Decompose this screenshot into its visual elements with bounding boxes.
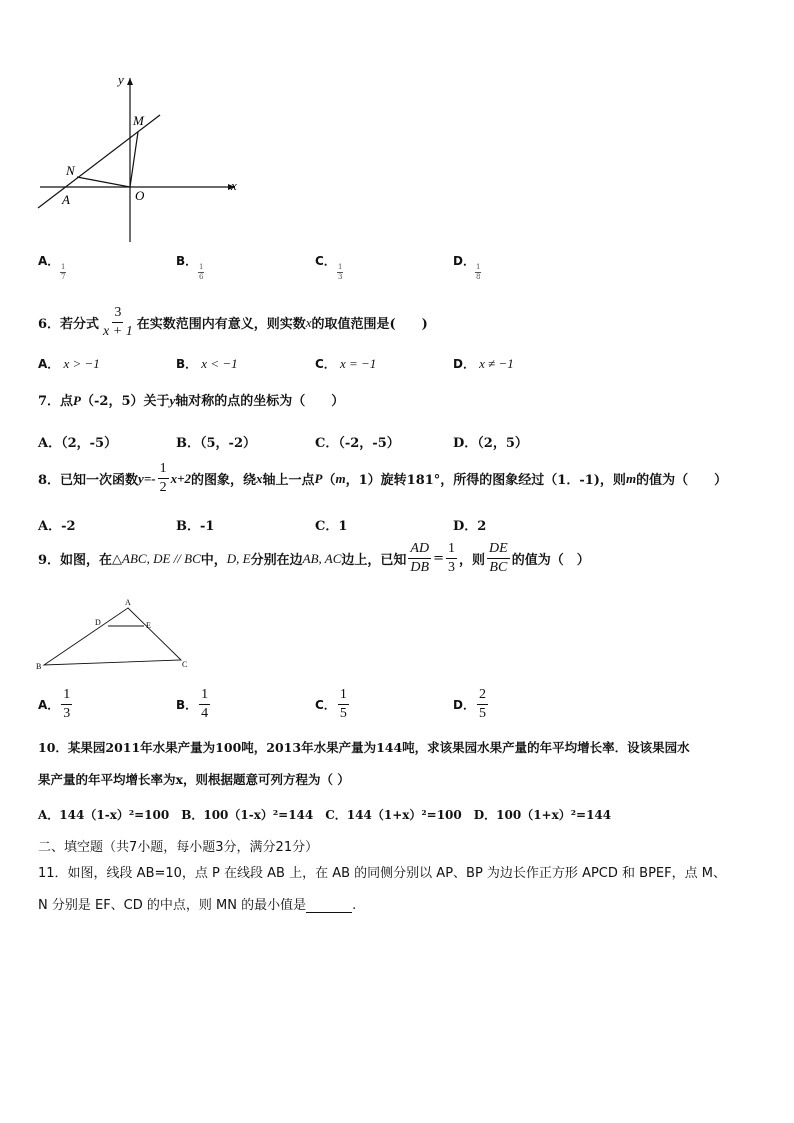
question-8: 8．已知一次函数 y=- $\frac{1}{2}$ x+2 的图象，绕 x 轴上一点 P （ m ，1）旋转181°，所得的图象经过（1．-1)，则 m 的值为（ ） — [38, 461, 728, 495]
option-label: D． — [453, 254, 475, 268]
question-6: 6．若分式 $\frac{3}{x + 1}$ 在实数范围内有意义，则实数 x 的取值范围是( ) — [38, 305, 428, 339]
section-heading: 二、填空题（共7小题，每小题3分，满分21分） — [38, 840, 319, 855]
q5-option-d-fraction: $\frac{1}{8}$ — [476, 263, 481, 281]
label-x: x — [231, 178, 237, 193]
q6-option-c[interactable]: C． x = −1 — [315, 356, 377, 371]
label-O: O — [135, 188, 145, 203]
q9-option-d[interactable]: D． $\frac{2}{5}$ — [453, 687, 486, 721]
q5-option-b[interactable] — [176, 252, 197, 269]
q8-option-d[interactable]: D．2 — [453, 519, 487, 534]
q6-fraction: $\frac{3}{x + 1}$ — [103, 305, 133, 339]
question-11-line-1: 11．如图，线段 AB=10，点 P 在线段 AB 上，在 AB 的同侧分别以 AP、BP 为边长作正方形 APCD 和 BPEF，点 M、 — [38, 866, 726, 881]
q6-option-b[interactable]: B． x < −1 — [176, 356, 238, 371]
q8-fraction: $\frac{1}{2}$ — [159, 461, 167, 495]
label-y: y — [118, 72, 124, 87]
label-A: A — [125, 598, 131, 607]
q9-option-a[interactable]: A． $\frac{1}{3}$ — [38, 687, 71, 721]
label-C: C — [182, 660, 188, 669]
question-11-line-2: N 分别是 EF、CD 的中点，则 MN 的最小值是 . — [38, 898, 357, 913]
option-label: A． — [38, 254, 60, 268]
label-D: D — [95, 618, 101, 627]
label-E: E — [146, 621, 151, 630]
q8-option-a[interactable]: A．-2 — [38, 519, 76, 534]
segment-NO — [77, 177, 130, 187]
q5-option-a[interactable] — [38, 252, 59, 269]
question-10-line-1: 10．某果园2011年水果产量为100吨，2013年水果产量为144吨，求该果园水果产量的年平均增长率．设该果园水 — [38, 740, 690, 755]
q9-option-c[interactable]: C． $\frac{1}{5}$ — [315, 687, 347, 721]
segment-MO — [130, 132, 138, 187]
label-N: N — [66, 163, 75, 178]
q8-option-b[interactable]: B．-1 — [176, 519, 215, 534]
question-9: 9．如图，在 △ABC, DE // BC 中， D, E 分别在边 AB, AC 边上，已知 $\frac{AD}{DB}$ = $\frac{1}{3}$ ，则 $\frac{DE}{BC}$ 的值为（ ） — [38, 541, 590, 575]
q7-option-d[interactable]: D．（2，5） — [453, 436, 528, 451]
triangle-figure — [32, 594, 197, 674]
question-10-line-2: 果产量的年平均增长率为x，则根据题意可列方程为（ ） — [38, 772, 350, 787]
coordinate-figure — [30, 70, 245, 245]
q7-option-c[interactable]: C．（-2，-5） — [315, 436, 400, 451]
q10-options[interactable]: A．144（1-x）²=100 B．100（1-x）²=144 C．144（1+x）²=100 D．100（1+x）²=144 — [38, 808, 612, 822]
label-B: B — [36, 662, 42, 671]
answer-blank[interactable] — [306, 900, 352, 913]
option-label: C． — [315, 254, 336, 268]
label-A: A — [62, 192, 70, 207]
q7-option-b[interactable]: B．（5，-2） — [176, 436, 256, 451]
q5-option-b-fraction: $\frac{1}{6}$ — [199, 263, 204, 281]
label-M: M — [133, 113, 144, 128]
q5-option-c[interactable] — [315, 252, 336, 269]
q6-option-d[interactable]: D． x ≠ −1 — [453, 356, 514, 371]
option-label: B． — [176, 254, 198, 268]
q5-option-d[interactable] — [453, 252, 475, 269]
question-7: 7．点P（-2，5）关于y轴对称的点的坐标为（ ） — [38, 393, 345, 409]
q5-option-c-fraction: $\frac{1}{3}$ — [338, 263, 343, 281]
q6-option-a[interactable]: A． x > −1 — [38, 356, 100, 371]
y-axis-arrow — [127, 78, 133, 85]
q9-option-b[interactable]: B． $\frac{1}{4}$ — [176, 687, 209, 721]
q8-option-c[interactable]: C．1 — [315, 519, 348, 534]
q5-option-a-fraction: $\frac{1}{7}$ — [61, 263, 66, 281]
q7-option-a[interactable]: A．（2，-5） — [38, 436, 118, 451]
triangle-ABC — [44, 608, 181, 665]
